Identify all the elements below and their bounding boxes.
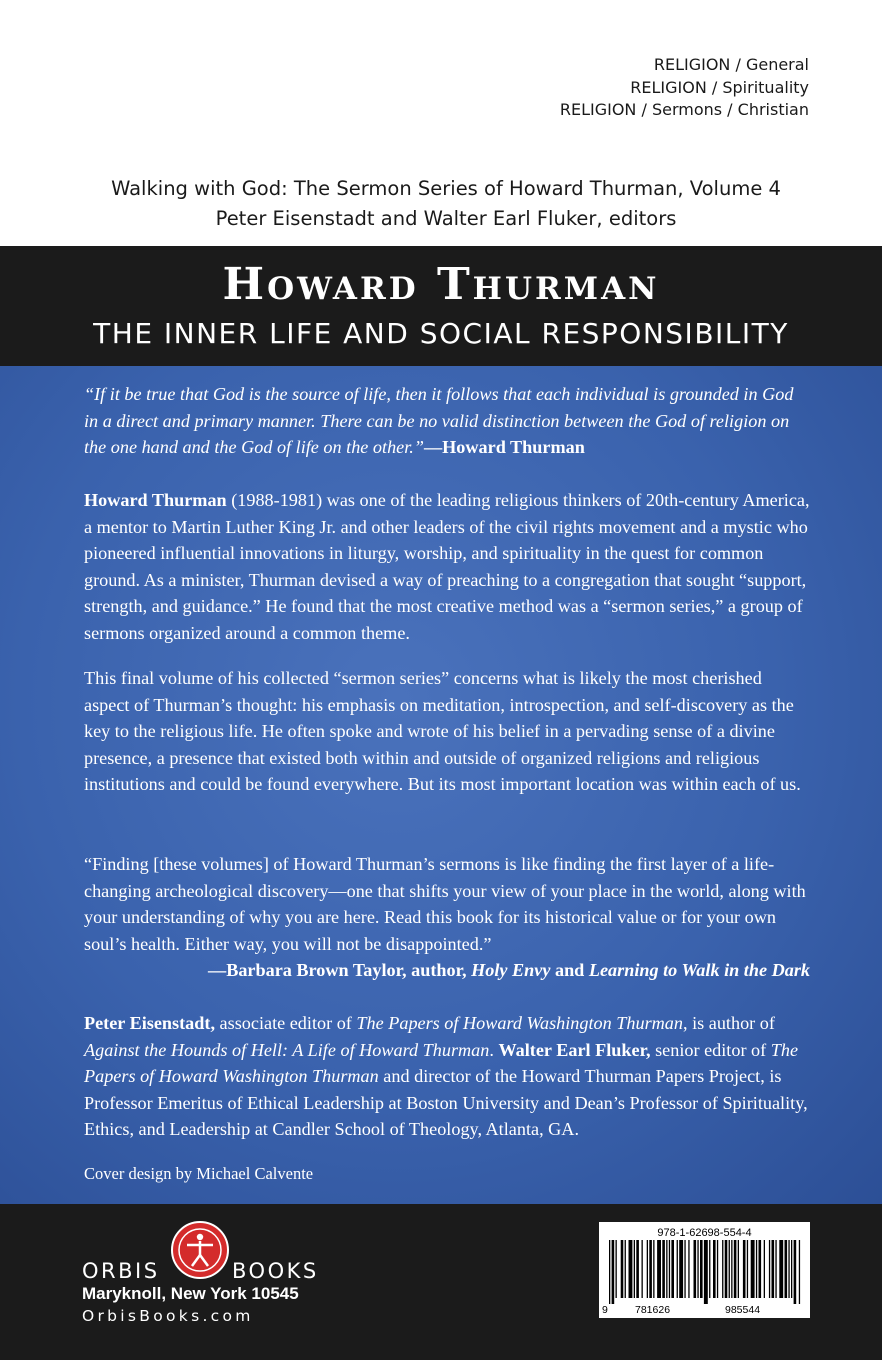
endorsement-text: “Finding [these volumes] of Howard Thurman’s sermons is like finding the first layer of a life-changing archeological discovery—one that shifts your view of your place in the world, along with your understanding of why you are here. Read this book for its historical value or for your own soul’s health. Either way, you will not be disappointed.” bbox=[84, 854, 806, 954]
series-info bbox=[0, 174, 882, 234]
bio-paragraph bbox=[84, 487, 810, 647]
barcode-bar bbox=[649, 1240, 652, 1298]
barcode-bar bbox=[799, 1240, 800, 1304]
barcode-bar bbox=[677, 1240, 678, 1298]
thurman-quote bbox=[84, 381, 810, 461]
barcode-bar bbox=[788, 1240, 789, 1298]
publisher-address: Maryknoll, New York 10545 bbox=[82, 1284, 299, 1303]
barcode-bar bbox=[775, 1240, 776, 1298]
book-title: The Papers of Howard Washington Thurman bbox=[84, 1039, 799, 1087]
barcode-bar bbox=[662, 1240, 665, 1298]
barcode-bar bbox=[769, 1240, 770, 1298]
bisac-categories bbox=[560, 54, 809, 122]
barcode-bar bbox=[669, 1240, 670, 1298]
barcode-bar bbox=[747, 1240, 748, 1298]
attrib-prefix: —Barbara Brown Taylor, author, bbox=[208, 960, 472, 981]
barcode-bar bbox=[621, 1240, 624, 1298]
barcode-bar bbox=[722, 1240, 723, 1298]
bio-text: (1988-1981) was one of the leading religious thinkers of 20th-century America, a mentor to Martin Luther King Jr. and other leaders of the civil rights movement and a mystic who pioneered influential innovations in liturgy, worship, and spirituality in the quest for common ground. As a minister, Thurman devised a way of preaching to a congregation that sought “support, strength, and guidance.” He found that the most creative method was a “sermon series,” a group of sermons organized around a common theme. bbox=[84, 490, 810, 643]
barcode-bar bbox=[688, 1240, 689, 1298]
title-band bbox=[0, 246, 882, 366]
book-author-title: Howard Thurman bbox=[222, 259, 660, 310]
isbn-barcode bbox=[599, 1222, 810, 1318]
barcode-bar bbox=[717, 1240, 718, 1298]
series-editors: Peter Eisenstadt and Walter Earl Fluker, editors bbox=[215, 207, 677, 230]
editors-text: . bbox=[489, 1039, 499, 1060]
barcode-bar bbox=[697, 1240, 698, 1298]
category-line: RELIGION / Spirituality bbox=[630, 77, 809, 97]
attrib-and: and bbox=[550, 960, 589, 981]
barcode-bar bbox=[738, 1240, 739, 1298]
barcode-bar bbox=[759, 1240, 762, 1298]
barcode-bar bbox=[642, 1240, 643, 1298]
barcode-bar bbox=[764, 1240, 765, 1298]
barcode-bar bbox=[647, 1240, 648, 1298]
barcode-bar bbox=[725, 1240, 728, 1298]
barcode-bar bbox=[616, 1240, 617, 1298]
publisher-name-right: BOOKS bbox=[232, 1259, 319, 1283]
publisher-name-left: ORBIS bbox=[82, 1259, 160, 1283]
barcode-digit: 9 bbox=[602, 1304, 608, 1316]
endorser-book-title: Learning to Walk in the Dark bbox=[588, 960, 810, 981]
barcode-bar bbox=[666, 1240, 667, 1298]
barcode-bar bbox=[634, 1240, 635, 1298]
barcode-bar bbox=[671, 1240, 674, 1298]
orbis-emblem-icon bbox=[171, 1221, 229, 1279]
barcode-bar bbox=[734, 1240, 737, 1298]
barcode-bar bbox=[729, 1240, 730, 1298]
barcode-bar bbox=[709, 1240, 710, 1298]
quote-text: “If it be true that God is the source of life, then it follows that each individual is grounded in God in a direct and primary manner. There can be no valid distinction between the God of religion on the one hand and the God of life on the other.” bbox=[84, 384, 794, 458]
barcode-bar bbox=[694, 1240, 697, 1298]
editors-text: senior editor of bbox=[650, 1039, 771, 1060]
barcode-bar bbox=[713, 1240, 716, 1298]
book-title: The Papers of Howard Washington Thurman bbox=[356, 1013, 683, 1033]
editor-name: Walter Earl Fluker, bbox=[498, 1039, 651, 1060]
isbn-number: 978-1-62698-554-4 bbox=[657, 1227, 752, 1239]
editors-text: and director of the Howard Thurman Papers Project, is Professor Emeritus of Ethical Leadership at Boston University and Dean’s Professor of Spirituality, Ethics, and Leadership at Candler School of Theology, Atlanta, GA. bbox=[84, 1066, 808, 1140]
cover-credit: Cover design by Michael Calvente bbox=[84, 1164, 314, 1183]
barcode-bar bbox=[779, 1240, 783, 1298]
quote-attribution: —Howard Thurman bbox=[423, 437, 585, 458]
barcode-bar bbox=[609, 1240, 610, 1304]
barcode-bar bbox=[679, 1240, 683, 1298]
publisher-band bbox=[0, 1204, 882, 1360]
barcode-bar bbox=[629, 1240, 633, 1298]
barcode-icon bbox=[609, 1240, 801, 1304]
publisher-logo bbox=[82, 1218, 332, 1343]
category-line: RELIGION / General bbox=[653, 55, 809, 74]
editors-text: associate editor of bbox=[215, 1013, 357, 1033]
barcode-bar bbox=[743, 1240, 746, 1298]
series-title: Walking with God: The Sermon Series of Howard Thurman, Volume 4 bbox=[111, 177, 781, 200]
barcode-bar bbox=[785, 1240, 788, 1298]
barcode-bar bbox=[625, 1240, 626, 1298]
barcode-bar bbox=[636, 1240, 639, 1298]
endorser-book-title: Holy Envy bbox=[471, 960, 551, 981]
category-line: RELIGION / Sermons / Christian bbox=[559, 100, 809, 119]
barcode-bar bbox=[751, 1240, 755, 1298]
barcode-bar bbox=[700, 1240, 703, 1298]
barcode-digits-right: 985544 bbox=[725, 1304, 761, 1316]
barcode-bar bbox=[684, 1240, 685, 1298]
endorsement bbox=[84, 851, 810, 984]
editor-name: Peter Eisenstadt, bbox=[84, 1013, 215, 1033]
barcode-bar bbox=[794, 1240, 797, 1304]
volume-description: This final volume of his collected “sermon series” concerns what is likely the most cherished aspect of Thurman’s thought: his emphasis on meditation, introspection, and self-discovery as the key to the religious life. He often spoke and wrote of his belief in a pervading sense of a divine presence, a presence that existed both within and outside of organized religions and religious institutions and could be found everywhere. But its most important location was within each of us. bbox=[84, 668, 801, 795]
barcode-bar bbox=[756, 1240, 757, 1298]
endorsement-attribution bbox=[84, 957, 810, 984]
barcode-bar bbox=[704, 1240, 708, 1304]
book-title: Against the Hounds of Hell: A Life of Howard Thurman bbox=[84, 1039, 490, 1060]
book-subtitle: THE INNER LIFE AND SOCIAL RESPONSIBILITY bbox=[93, 317, 789, 350]
bio-name: Howard Thurman bbox=[84, 490, 227, 510]
barcode-bar bbox=[731, 1240, 732, 1298]
barcode-bar bbox=[657, 1240, 661, 1298]
barcode-bar bbox=[772, 1240, 775, 1298]
publisher-website: OrbisBooks.com bbox=[82, 1307, 254, 1325]
description-panel bbox=[0, 366, 882, 1204]
barcode-digits-left: 781626 bbox=[635, 1304, 671, 1316]
editors-bio bbox=[84, 1010, 810, 1143]
barcode-bar bbox=[791, 1240, 792, 1298]
editors-text: , is author of bbox=[682, 1013, 775, 1033]
barcode-bar bbox=[612, 1240, 615, 1304]
barcode-bar bbox=[653, 1240, 654, 1298]
